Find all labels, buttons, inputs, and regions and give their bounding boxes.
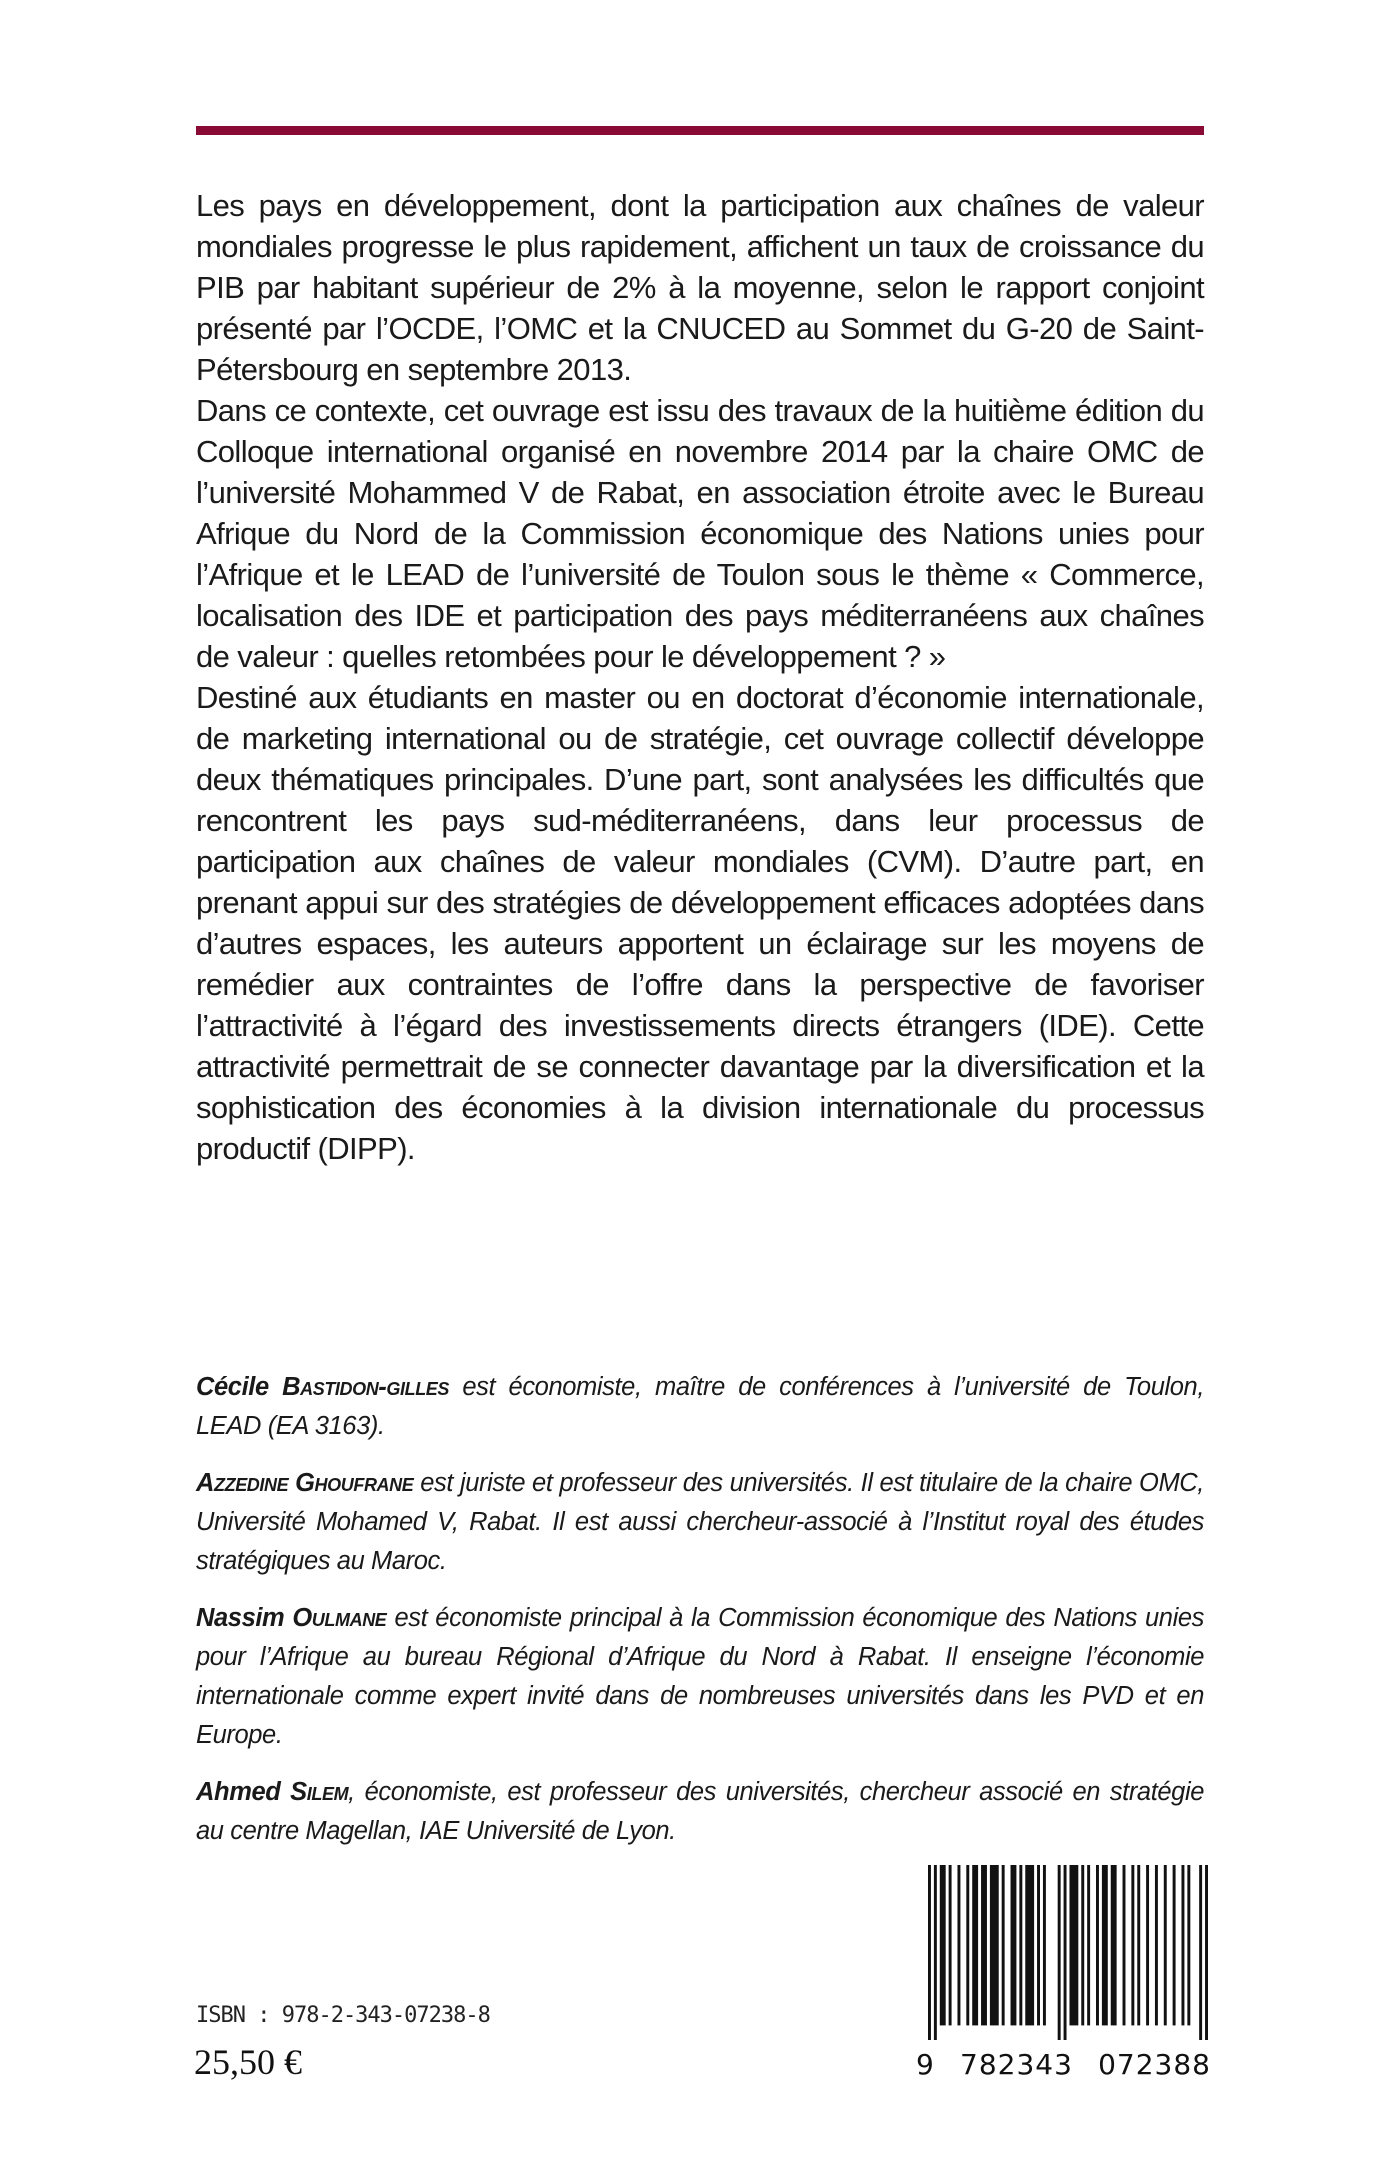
barcode-digits-left: 782343 xyxy=(960,2048,1073,2081)
author-given-name: Nassim xyxy=(196,1604,285,1632)
blurb-paragraph-2: Dans ce contexte, cet ouvrage est issu des travaux de la huitième édition du Colloque international organisé en novembre 2014 par la chaire OMC de l’université Mohammed V de Rabat, en association étroite avec le Bureau Afrique du Nord de la Commission économique des Nations unies pour l’Afrique et le LEAD de l’université de Toulon sous le thème « Commerce, localisation des IDE et participation des pays méditerranéens aux chaînes de valeur : quelles retombées pour le développement ? » xyxy=(196,393,1204,674)
author-bio-text: est économiste, maître de conférences à l’université de Toulon, LEAD (EA 3163). xyxy=(196,1373,1204,1440)
back-cover-blurb xyxy=(196,185,1204,1169)
author-given-name: Azzedine xyxy=(196,1469,289,1497)
isbn-label: ISBN : 978-2-343-07238-8 xyxy=(196,2003,490,2028)
barcode-digits-right: 072388 xyxy=(1098,2048,1211,2081)
blurb-paragraph-3: Destiné aux étudiants en master ou en doctorat d’économie internationale, de marketing international ou de stratégie, cet ouvrage collectif développe deux thématiques principales. D’une part, sont analysées les difficultés que rencontrent les pays sud-méditerranéens, dans leur processus de participation aux chaînes de valeur mondiales (CVM). D’autre part, en prenant appui sur des stratégies de développement efficaces adoptées dans d’autres espaces, les auteurs apportent un éclairage sur les moyens de remédier aux contraintes de l’offre dans la perspective de favoriser l’attractivité à l’égard des investissements directs étrangers (IDE). Cette attractivité permettrait de se connecter davantage par la diversification et la sophistication des économies à la division internationale du processus productif (DIPP). xyxy=(196,680,1204,1166)
author-bio xyxy=(196,1773,1204,1851)
price-label: 25,50 € xyxy=(194,2042,302,2082)
top-accent-rule xyxy=(196,126,1204,135)
author-bio xyxy=(196,1368,1204,1446)
author-surname: Bastidon-gilles xyxy=(282,1373,450,1401)
author-surname: Oulmane xyxy=(292,1604,387,1632)
blurb-paragraph-1: Les pays en développement, dont la participation aux chaînes de valeur mondiales progresse le plus rapidement, affichent un taux de croissance du PIB par habitant supérieur de 2% à la moyenne, selon le rapport conjoint présenté par l’OCDE, l’OMC et la CNUCED au Sommet du G-20 de Saint-Pétersbourg en septembre 2013. xyxy=(196,188,1204,387)
barcode-digit-first: 9 xyxy=(916,2048,935,2081)
author-bios xyxy=(196,1368,1204,1869)
author-bio xyxy=(196,1599,1204,1755)
barcode-icon xyxy=(928,1865,1208,2040)
author-bio-text: est économiste principal à la Commission économique des Nations unies pour l’Afrique au bureau Régional d’Afrique du Nord à Rabat. Il enseigne l’économie internationale comme expert invité dans de nombreuses universités dans les PVD et en Europe. xyxy=(196,1604,1204,1749)
author-bio xyxy=(196,1464,1204,1581)
author-surname: Silem xyxy=(290,1778,349,1806)
author-bio-text: est juriste et professeur des universités. Il est titulaire de la chaire OMC, Université Mohamed V, Rabat. Il est aussi chercheur-associé à l’Institut royal des études stratégiques au Maroc. xyxy=(196,1469,1204,1575)
author-surname: Ghoufrane xyxy=(295,1469,414,1497)
author-given-name: Cécile xyxy=(196,1373,269,1401)
author-bio-text: , économiste, est professeur des universités, chercheur associé en stratégie au centre Magellan, IAE Université de Lyon. xyxy=(196,1778,1204,1845)
barcode-digits xyxy=(916,2048,1211,2081)
author-given-name: Ahmed xyxy=(196,1778,281,1806)
